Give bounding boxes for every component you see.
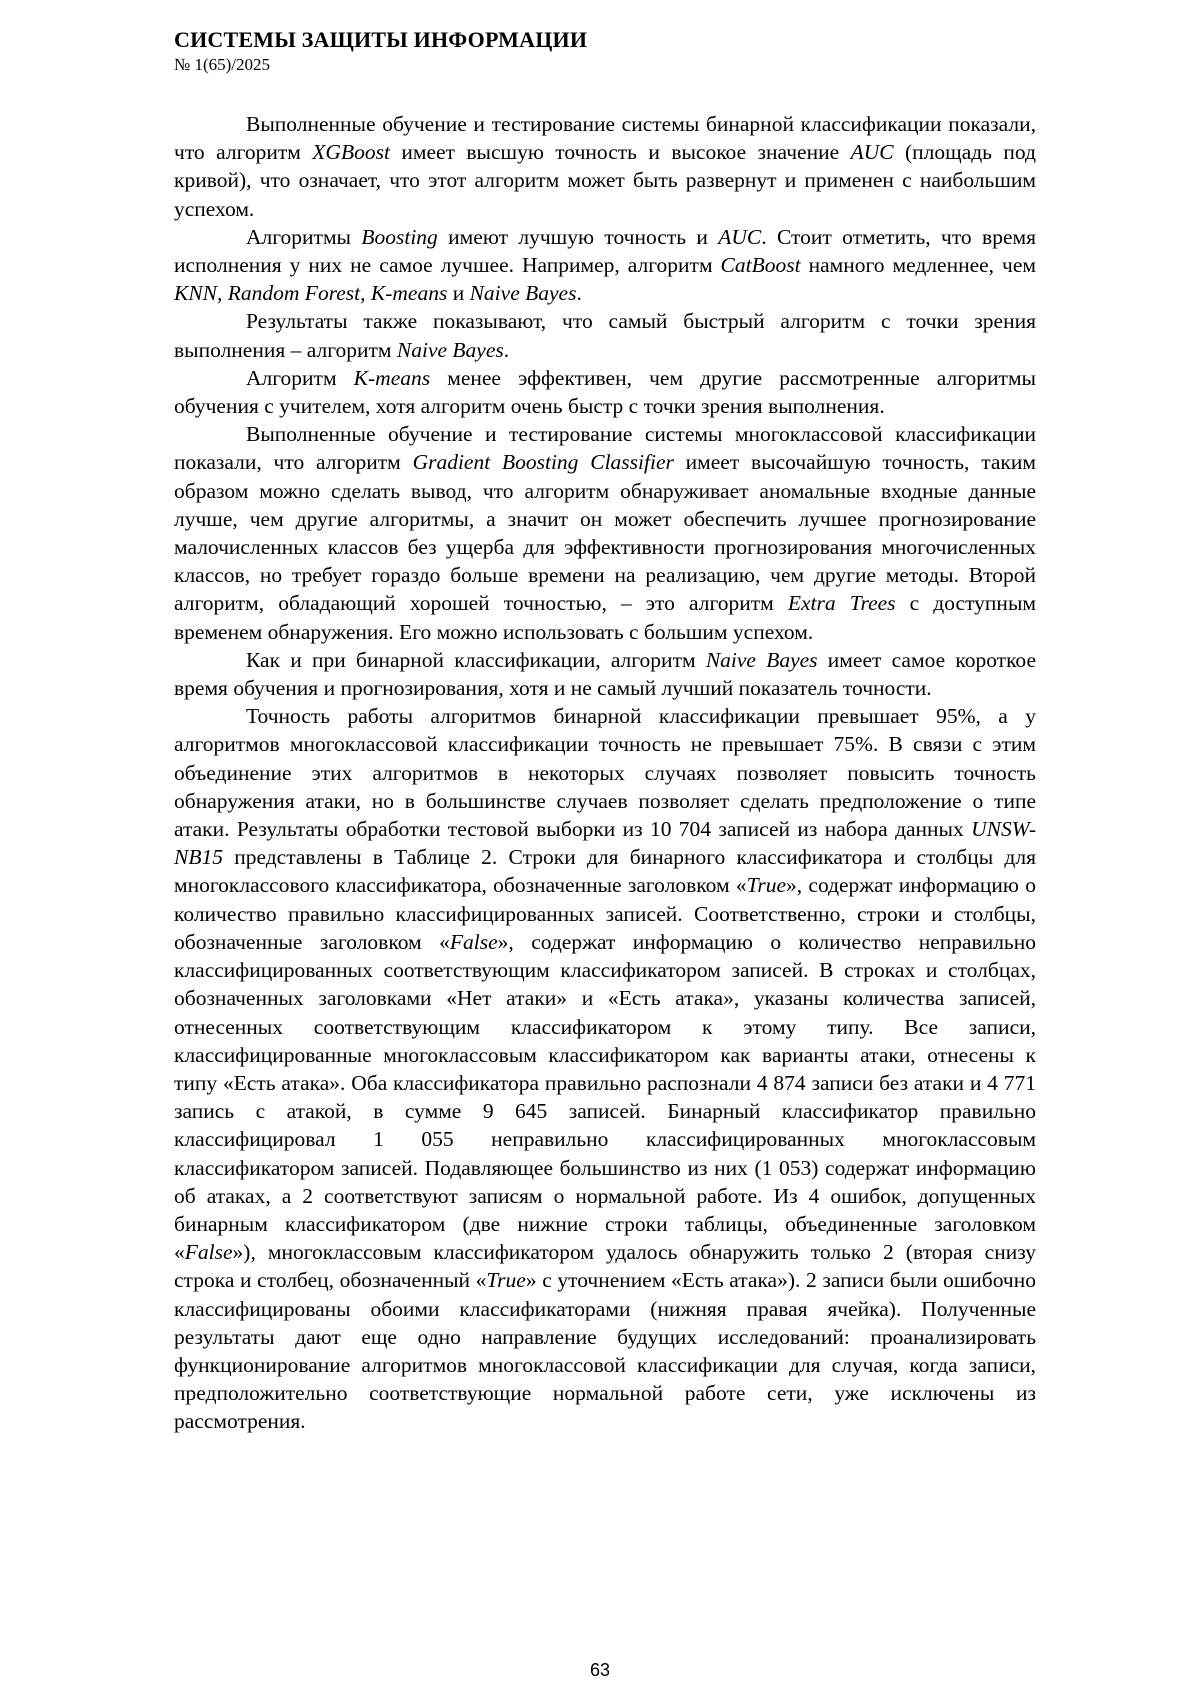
italic-term: K-means [354,366,430,390]
italic-term: False [185,1240,233,1264]
paragraph [174,110,1036,223]
italic-term: True [747,873,786,897]
italic-term: XGBoost [312,140,390,164]
paragraph [174,702,1036,1435]
italic-term: AUC [851,140,894,164]
text-run: имеет высшую точность и высокое значение [390,140,851,164]
italic-term: Extra Trees [788,591,896,615]
text-run: Точность работы алгоритмов бинарной классификации превышает 95%, а у алгоритмов многоклассовой классификации точность не превышает 75%. В связи с этим объединение этих алгоритмов в некоторых случаях позволяет повысить точность обнаружения атаки, но в большинстве случаев позволяет сделать предположение о типе атаки. Результаты обработки тестовой выборки из 10 704 записей из набора данных [174,704,1036,841]
text-run: Алгоритмы [246,225,361,249]
text-run: »), многоклассовым классификатором удалось обнаружить только 2 (вторая снизу строка и столбец, обозначенный « [174,1240,1036,1292]
text-run: имеет высочайшую точность, таким образом можно сделать вывод, что алгоритм обнаруживает аномальные входные данные лучше, чем другие алгоритмы, а значит он может обеспечить лучшее прогнозирование малочисленных классов без ущерба для эффективности прогнозирования многочисленных классов, но требует гораздо больше времени на реализацию, чем другие методы. Второй алгоритм, обладающий хорошей точностью, – это алгоритм [174,450,1036,615]
italic-term: Naive Bayes [397,338,504,362]
text-run: намного медленнее, чем [801,253,1036,277]
journal-title: СИСТЕМЫ ЗАЩИТЫ ИНФОРМАЦИИ [174,26,1034,54]
paragraph [174,223,1036,308]
italic-term: CatBoost [721,253,801,277]
text-run: », содержат информацию о количество правильно классифицированных записей. Соответственно, строки и столбцы, обозначенные заголовком « [174,873,1036,953]
italic-term: Boosting [361,225,437,249]
italic-term: Gradient Boosting Classifier [413,450,674,474]
italic-term: UNSW-NB15 [174,817,1036,869]
text-run: менее эффективен, чем другие рассмотренные алгоритмы обучения с учителем, хотя алгоритм очень быстр с точки зрения выполнения. [174,366,1036,418]
text-run: » с уточнением «Есть атака»). 2 записи были ошибочно классифицированы обоими классификаторами (нижняя правая ячейка). Полученные результаты дают еще одно направление будущих исследований: проанализировать функционирование алгоритмов многоклассовой классификации для случая, когда записи, предположительно соответствующие нормальной работе сети, уже исключены из рассмотрения. [174,1268,1036,1433]
article-body [174,110,1036,1436]
text-run: . [504,338,509,362]
text-run: (площадь под кривой), что означает, что этот алгоритм может быть развернут и применен с наибольшим успехом. [174,140,1036,220]
text-run: Выполненные обучение и тестирование системы многоклассовой классификации показали, что алгоритм [174,422,1036,474]
text-run: Выполненные обучение и тестирование системы бинарной классификации показали, что алгоритм [174,112,1036,164]
italic-term: Naive Bayes [706,648,818,672]
paragraph [174,646,1036,702]
text-run: имеет самое короткое время обучения и прогнозирования, хотя и не самый лучший показатель точности. [174,648,1036,700]
text-run: », содержат информацию о количество неправильно классифицированных соответствующим классификатором записей. В строках и столбцах, обозначенных заголовками «Нет атаки» и «Есть атака», указаны количества записей, отнесенных соответствующим классификатором к этому типу. Все записи, классифицированные многоклассовым классификатором как варианты атаки, отнесены к типу «Есть атака». Оба классификатора правильно распознали 4 874 записи без атаки и 4 771 запись с атакой, в сумме 9 645 записей. Бинарный классификатор правильно классифицировал 1 055 неправильно классифицированных многоклассовым классификатором записей. Подавляющее большинство из них (1 053) содержат информацию об атаках, а 2 соответствуют записям о нормальной работе. Из 4 ошибок, допущенных бинарным классификатором (две нижние строки таблицы, объединенные заголовком « [174,930,1036,1264]
italic-term: Naive Bayes [470,281,577,305]
text-run: Результаты также показывают, что самый быстрый алгоритм с точки зрения выполнения – алгоритм [174,309,1036,361]
italic-term: True [486,1268,525,1292]
journal-issue: № 1(65)/2025 [174,54,1034,76]
text-run: . Стоит отметить, что время исполнения у них не самое лучшее. Например, алгоритм [174,225,1036,277]
italic-term: False [450,930,498,954]
italic-term: AUC [718,225,761,249]
text-run: . [576,281,581,305]
page-number: 63 [0,1660,1200,1681]
text-run: и [447,281,469,305]
paragraph [174,420,1036,646]
paragraph [174,307,1036,363]
text-run: с доступным временем обнаружения. Его можно использовать с большим успехом. [174,591,1036,643]
italic-term: KNN, Random Forest, K-means [174,281,447,305]
text-run: Алгоритм [246,366,354,390]
paragraph [174,364,1036,420]
journal-header [174,26,1034,76]
text-run: имеют лучшую точность и [438,225,718,249]
text-run: Как и при бинарной классификации, алгоритм [246,648,706,672]
text-run: представлены в Таблице 2. Строки для бинарного классификатора и столбцы для многоклассового классификатора, обозначенные заголовком « [174,845,1036,897]
